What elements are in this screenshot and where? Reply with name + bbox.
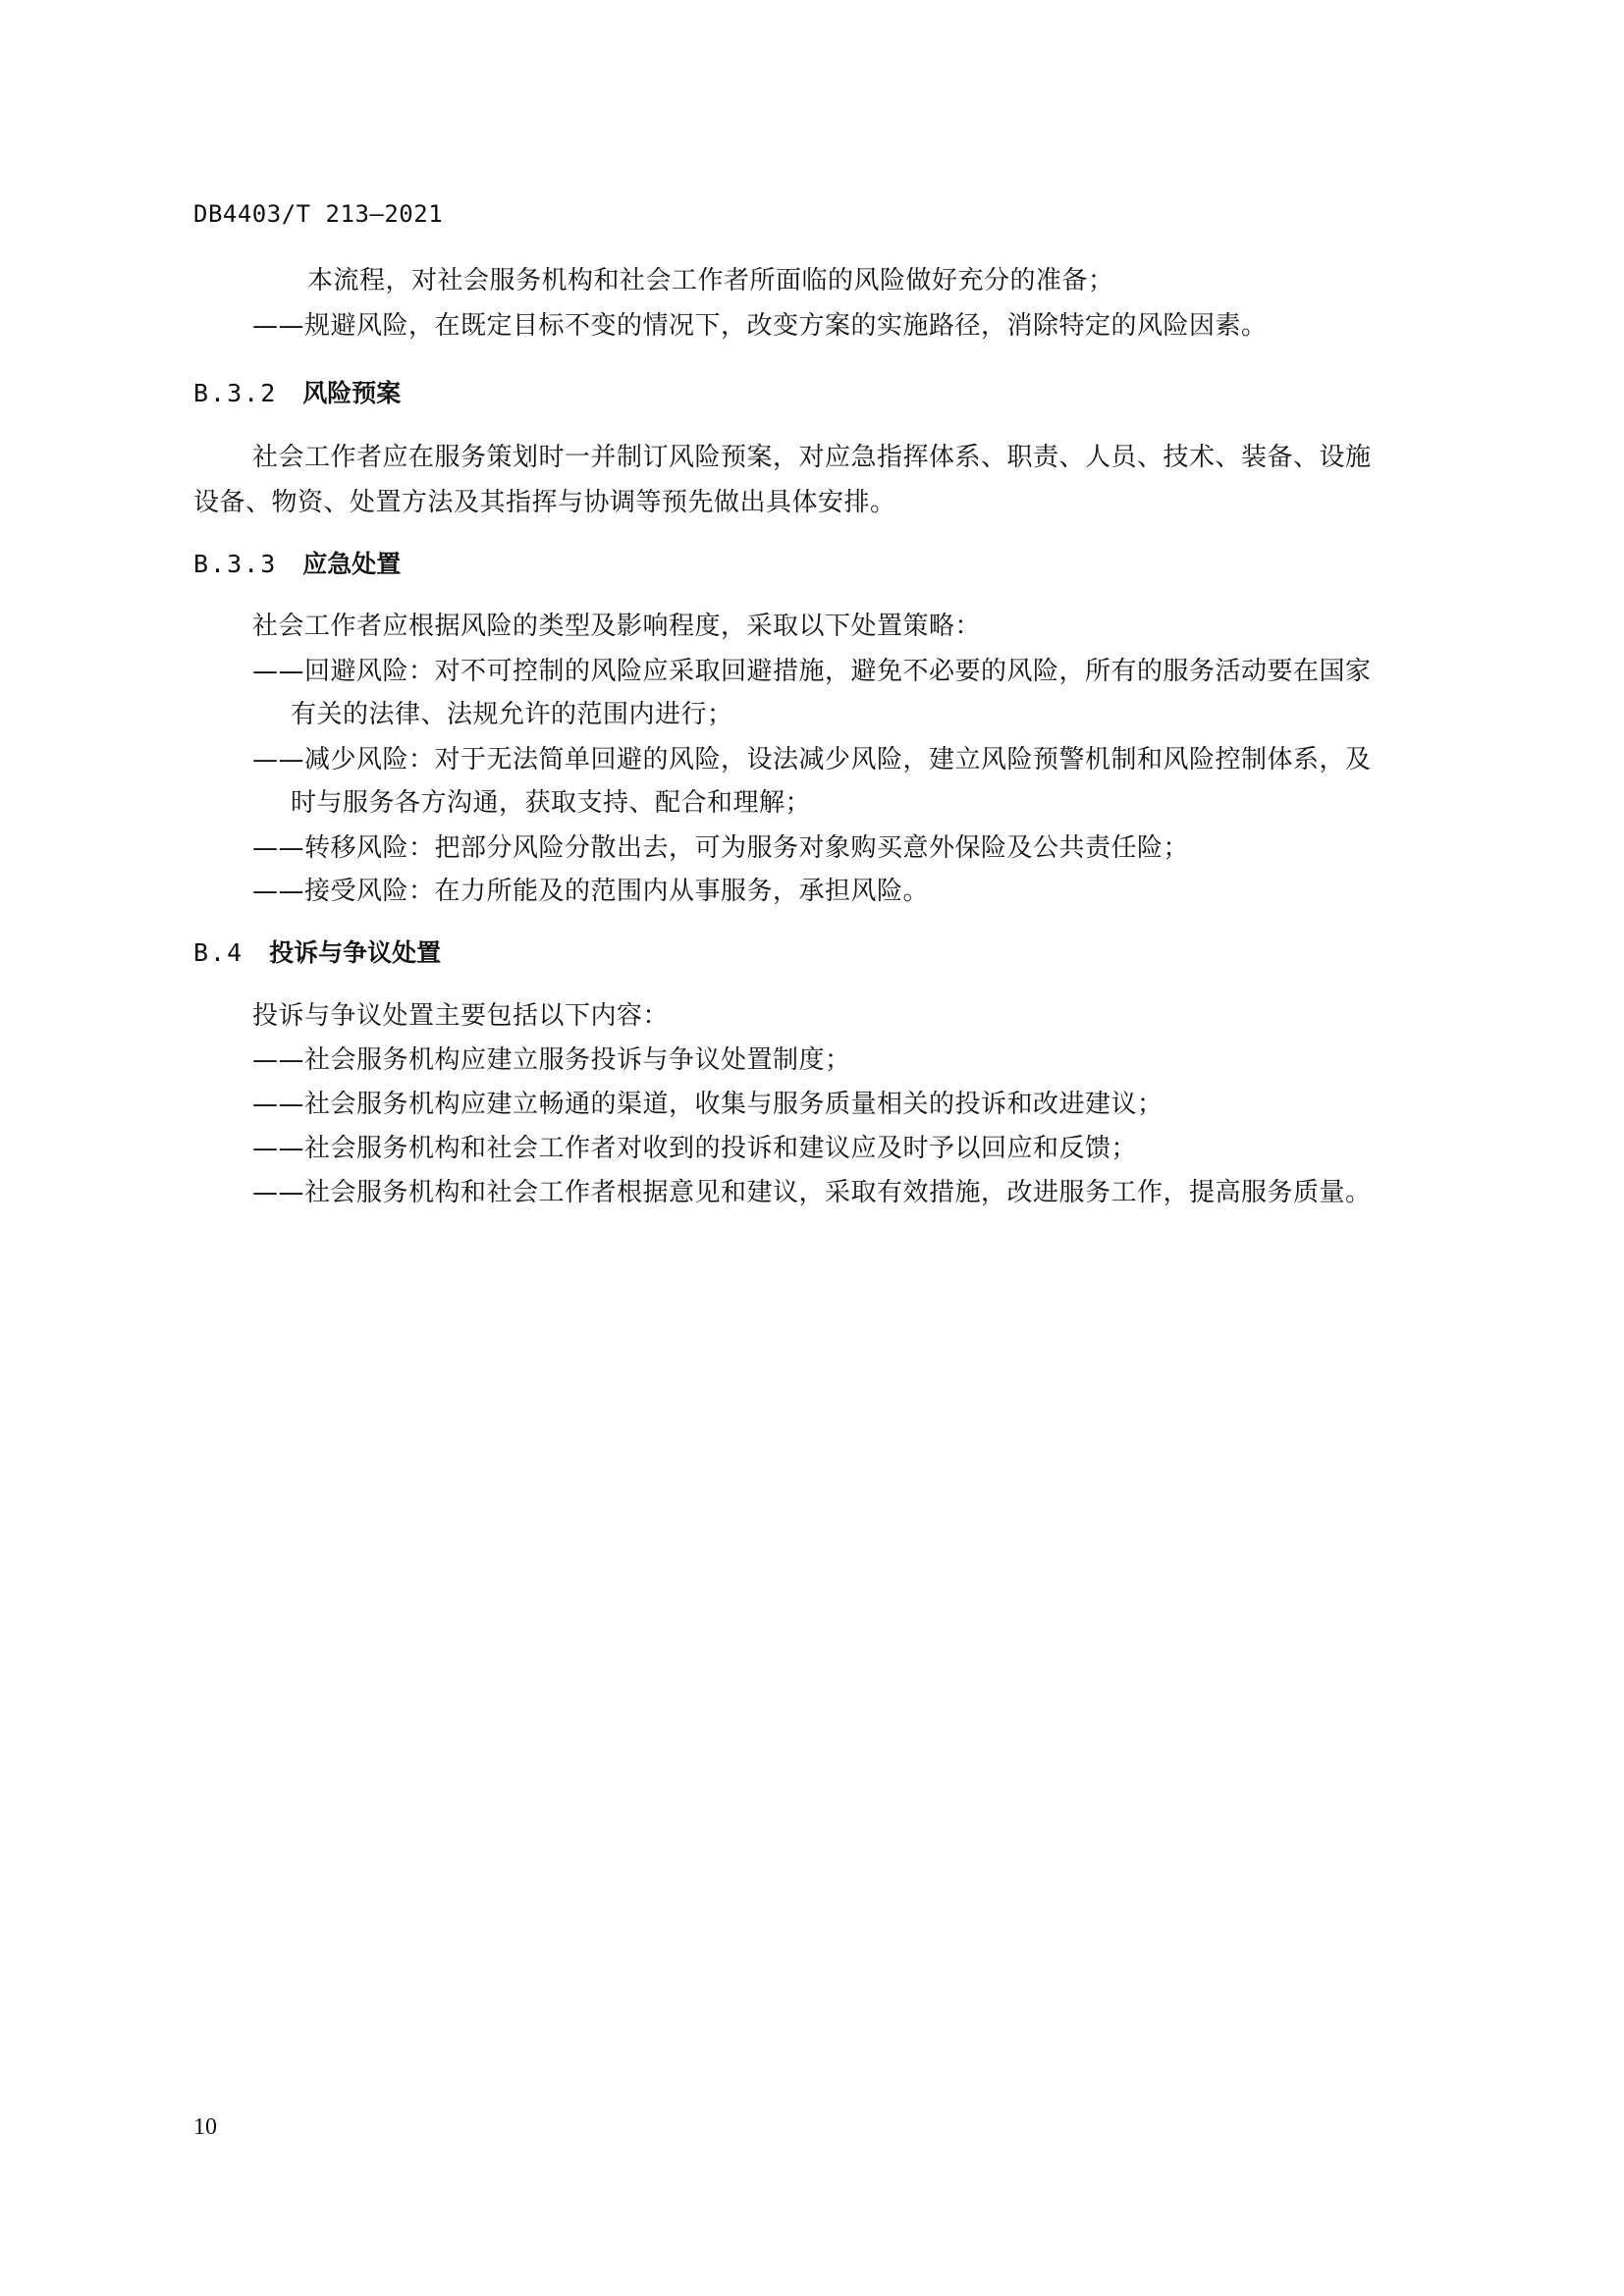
section-heading-b4 <box>193 935 441 971</box>
b33-line-4: ——减少风险：对于无法简单回避的风险，设法减少风险，建立风险预警机制和风险控制体系，及 <box>252 745 1372 774</box>
b4-line-3: ——社会服务机构应建立畅通的渠道，收集与服务质量相关的投诉和改进建议； <box>252 1090 1164 1119</box>
section-number: B.3.3 <box>193 550 278 578</box>
b33-line-2: ——回避风险：对不可控制的风险应采取回避措施，避免不必要的风险，所有的服务活动要在国家 <box>252 657 1372 686</box>
b4-line-1: 投诉与争议处置主要包括以下内容： <box>252 1001 670 1031</box>
intro-line-2: ——规避风险，在既定目标不变的情况下，改变方案的实施路径，消除特定的风险因素。 <box>252 311 1268 341</box>
b4-line-4: ——社会服务机构和社会工作者对收到的投诉和建议应及时予以回应和反馈； <box>252 1134 1138 1163</box>
section-title: 应急处置 <box>302 550 402 578</box>
b32-line-1: 社会工作者应在服务策划时一并制订风险预案，对应急指挥体系、职责、人员、技术、装备、设施 <box>252 443 1372 472</box>
section-number: B.4 <box>193 938 244 967</box>
section-title: 投诉与争议处置 <box>269 938 442 967</box>
section-heading-b32 <box>193 376 401 411</box>
b33-line-6: ——转移风险：把部分风险分散出去，可为服务对象购买意外保险及公共责任险； <box>252 833 1190 863</box>
page-number: 10 <box>193 2114 217 2140</box>
b4-line-2: ——社会服务机构应建立服务投诉与争议处置制度； <box>252 1045 851 1075</box>
b32-line-2: 设备、物资、处置方法及其指挥与协调等预先做出具体安排。 <box>193 488 896 517</box>
b4-line-5: ——社会服务机构和社会工作者根据意见和建议，采取有效措施，改进服务工作，提高服务质量。 <box>252 1178 1372 1207</box>
section-number: B.3.2 <box>193 379 278 407</box>
b33-line-7: ——接受风险：在力所能及的范围内从事服务，承担风险。 <box>252 877 930 906</box>
b33-line-5: 时与服务各方沟通，获取支持、配合和理解； <box>291 788 812 818</box>
b33-line-3: 有关的法律、法规允许的范围内进行； <box>291 700 733 729</box>
document-code: DB4403/T 213—2021 <box>193 200 444 228</box>
section-heading-b33 <box>193 547 401 582</box>
intro-line-1: 本流程，对社会服务机构和社会工作者所面临的风险做好充分的准备； <box>307 266 1114 295</box>
section-title: 风险预案 <box>302 379 402 407</box>
b33-line-1: 社会工作者应根据风险的类型及影响程度，采取以下处置策略： <box>252 612 982 641</box>
